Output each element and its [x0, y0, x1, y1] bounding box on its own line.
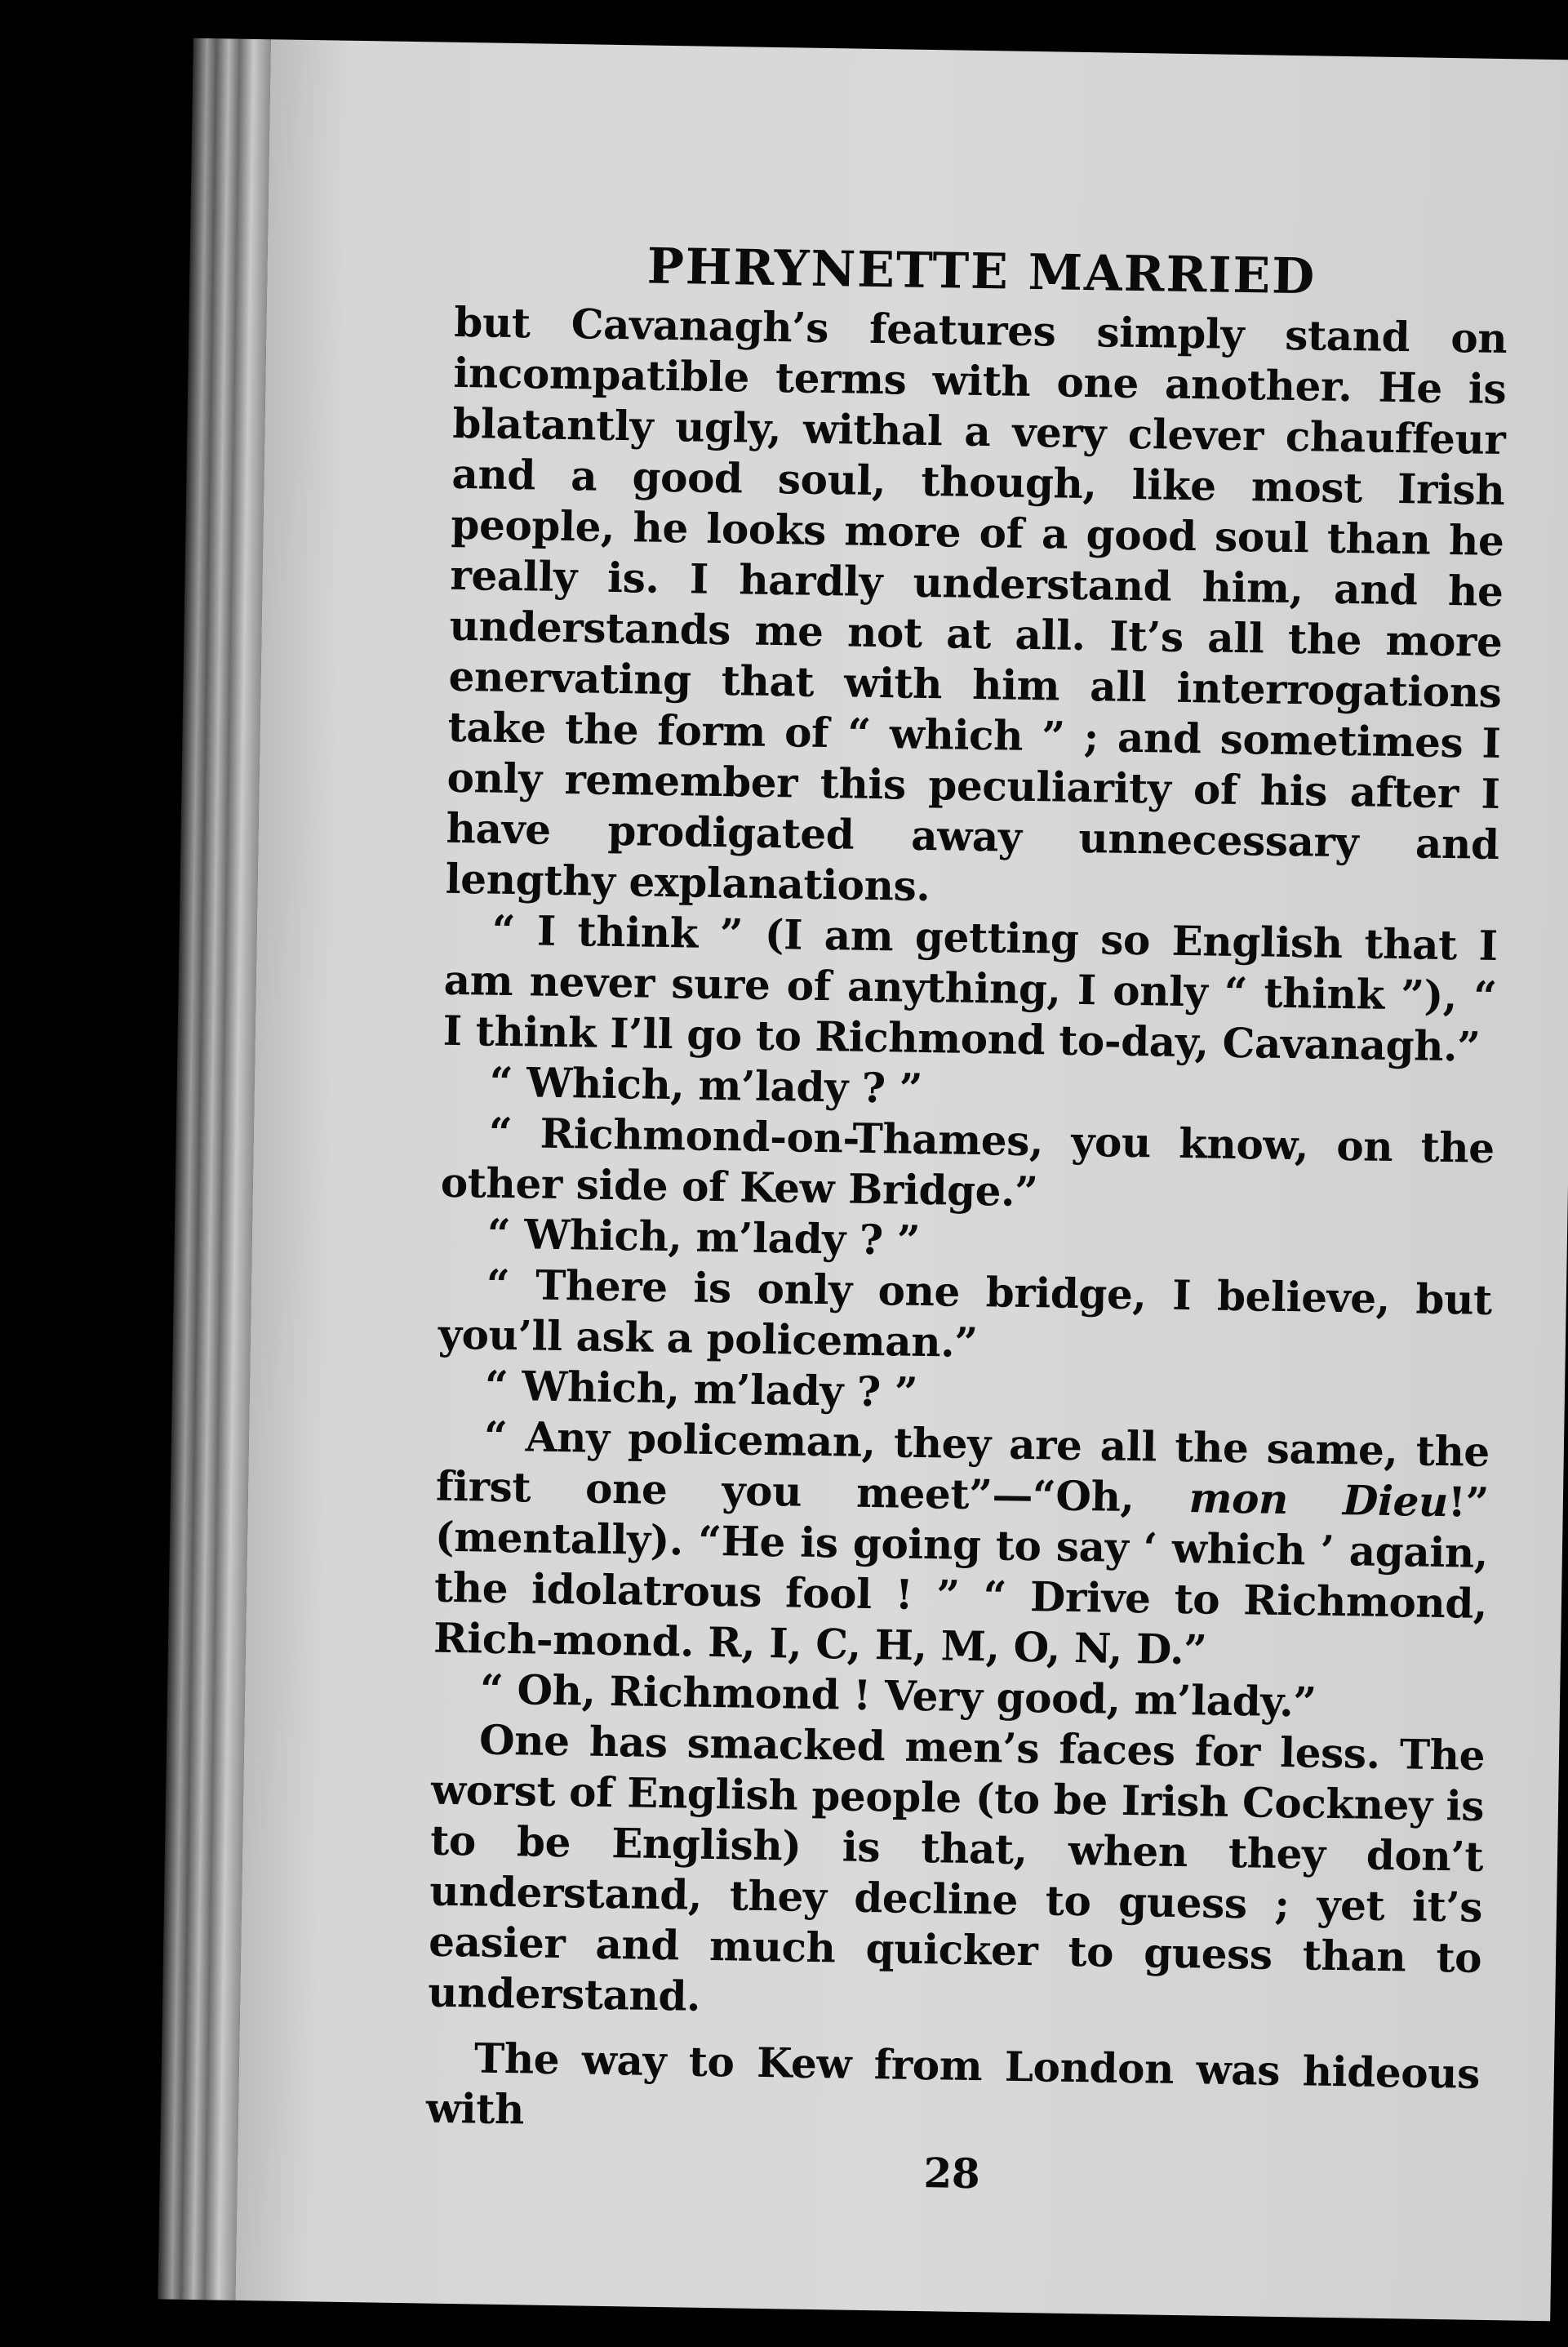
book-page-scan	[158, 38, 1568, 2321]
text-block	[424, 238, 1508, 2207]
paragraph-8	[433, 1411, 1490, 1680]
paragraph-4: “ Richmond-on-Thames, you know, on the other side of Kew Bridge.”	[440, 1108, 1495, 1216]
page-paper	[235, 39, 1568, 2321]
paragraph-6: “ There is only one bridge, I believe, but you’ll ask a policeman.”	[438, 1260, 1493, 1367]
paragraph-8-before: “ Any policeman, they are all the same, the first one you meet”—“Oh,	[435, 1411, 1490, 1522]
page-number: 28	[923, 2149, 980, 2198]
paragraph-3: “ Which, m’lady ? ”	[489, 1057, 923, 1113]
running-head: PHRYNETTE MARRIED	[646, 238, 1317, 306]
paragraph-7: “ Which, m’lady ? ”	[484, 1361, 918, 1416]
paragraph-8-italic: mon Dieu	[1188, 1474, 1449, 1527]
paragraph-1: but Cavanagh’s features simply stand on incompatible terms with one another. He is blatantly ugly, withal a very clever chauffeur and a good soul, though, like most Irish people, he looks more of a good soul than he really is. I hardly understand him, and he understands me not at all. It’s all the more enervating that with him all interrogations take the form of “ which ” ; and sometimes I only remember this peculiarity of his after I have prodigated away unnecessary and lengthy explanations.	[445, 297, 1508, 911]
paragraph-5: “ Which, m’lady ? ”	[486, 1209, 921, 1265]
paragraph-9: “ Oh, Richmond ! Very good, m’lady.”	[479, 1665, 1317, 1727]
paragraph-10: One has smacked men’s faces for less. The worst of English people (to be Irish Cockney is to be English) is that, when they don’t understand, they decline to guess ; yet it’s easier and much quicker to guess than to understand.	[427, 1715, 1486, 2020]
paragraph-2: “ I think ” (I am getting so English that I am never sure of anything, I only “ think ”), “ I think I’ll go to Richmond to-day, Cavanagh.”	[442, 905, 1499, 1071]
paragraph-8-after: !” (mentally). “He is going to say ‘ which ’ again, the idolatrous fool ! ” “ Drive to Richmond, Rich-mond. R, I, C, H, M, O, N, D.”	[433, 1478, 1490, 1674]
paragraph-11: The way to Kew from London was hideous with	[425, 2034, 1481, 2134]
